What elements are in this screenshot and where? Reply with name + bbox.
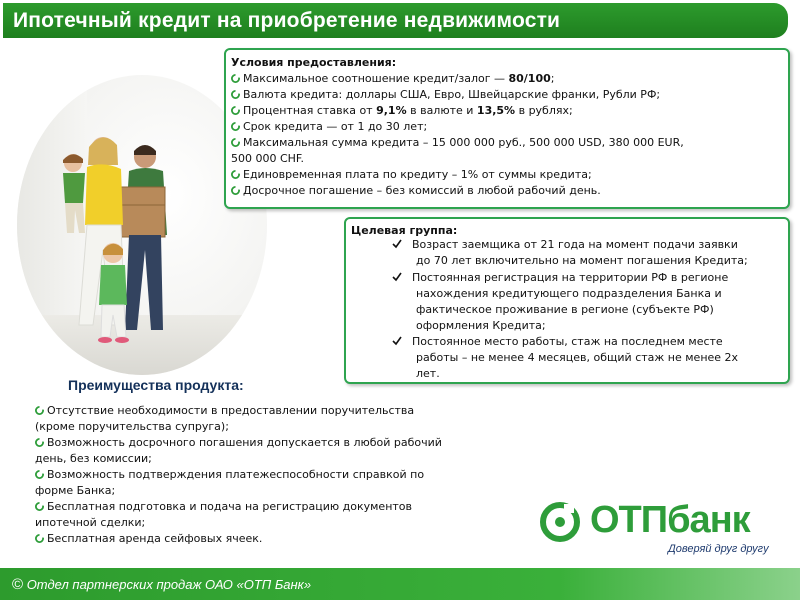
- footer-text: [12, 576, 311, 593]
- target-item: Постоянное место работы, стаж на последнем месте: [412, 335, 723, 348]
- checkmark-icon: [392, 272, 402, 282]
- conditions-heading: Условия предоставления:: [231, 56, 397, 69]
- advantage-item-continued: (кроме поручительства супруга);: [35, 420, 229, 433]
- advantage-item-continued: форме Банка;: [35, 484, 116, 497]
- checkmark-icon: [392, 336, 402, 346]
- advantage-item: Возможность досрочного погашения допускается в любой рабочий: [35, 436, 442, 450]
- bullet-icon: [35, 470, 44, 479]
- advantage-item: Отсутствие необходимости в предоставлении поручительства: [35, 404, 414, 418]
- advantage-item: Возможность подтверждения платежеспособности справкой по: [35, 468, 424, 482]
- target-item-continued: работы – не менее 4 месяцев, общий стаж не менее 2х: [416, 351, 739, 364]
- condition-item-continued: 500 000 CHF.: [231, 152, 304, 165]
- bullet-icon: [231, 122, 240, 131]
- condition-item: Срок кредита — от 1 до 30 лет;: [231, 120, 427, 134]
- condition-item: Процентная ставка от 9,1% в валюте и 13,5% в рублях;: [231, 104, 573, 118]
- bullet-icon: [35, 406, 44, 415]
- condition-item: Досрочное погашение – без комиссий в любой рабочий день.: [231, 184, 601, 198]
- target-item-continued: оформления Кредита;: [416, 319, 546, 332]
- condition-item: Максимальное соотношение кредит/залог — 80/100;: [231, 72, 555, 86]
- advantage-item-continued: ипотечной сделки;: [35, 516, 146, 529]
- page-title: Ипотечный кредит на приобретение недвижимости: [13, 9, 561, 32]
- checkmark-icon: [392, 239, 402, 249]
- target-item-continued: фактическое проживание в регионе (субъекте РФ): [416, 303, 714, 316]
- bullet-icon: [231, 186, 240, 195]
- footer-bar: [0, 568, 800, 600]
- bullet-icon: [35, 502, 44, 511]
- bullet-icon: [231, 170, 240, 179]
- target-item-continued: лет.: [416, 367, 440, 380]
- bullet-icon: [35, 438, 44, 447]
- bullet-icon: [231, 138, 240, 147]
- target-item-continued: до 70 лет включительно на момент погашения Кредита;: [416, 254, 748, 267]
- title-bar: [3, 3, 788, 38]
- otp-logo-text: ОТПбанк: [590, 499, 750, 541]
- condition-item: Максимальная сумма кредита – 15 000 000 руб., 500 000 USD, 380 000 EUR,: [231, 136, 684, 150]
- advantage-item: Бесплатная подготовка и подача на регистрацию документов: [35, 500, 412, 514]
- condition-item: Валюта кредита: доллары США, Евро, Швейцарские франки, Рубли РФ;: [231, 88, 660, 102]
- copyright-symbol: ©: [12, 576, 24, 593]
- bullet-icon: [231, 74, 240, 83]
- bullet-icon: [35, 534, 44, 543]
- target-group-box: [344, 217, 790, 384]
- advantage-item-continued: день, без комиссии;: [35, 452, 152, 465]
- logo-tagline: Доверяй друг другу: [668, 543, 769, 555]
- target-item-continued: нахождения кредитующего подразделения Банка и: [416, 287, 722, 300]
- conditions-box: [224, 48, 790, 209]
- advantage-item: Бесплатная аренда сейфовых ячеек.: [35, 532, 262, 546]
- target-heading: Целевая группа:: [351, 224, 458, 237]
- target-item: Возраст заемщика от 21 года на момент подачи заявки: [412, 238, 738, 251]
- footer-department: Отдел партнерских продаж ОАО «ОТП Банк»: [26, 577, 312, 592]
- otp-logo-icon: [540, 502, 580, 542]
- advantages-heading: Преимущества продукта:: [68, 377, 244, 393]
- bullet-icon: [231, 90, 240, 99]
- condition-item: Единовременная плата по кредиту – 1% от суммы кредита;: [231, 168, 592, 182]
- target-item: Постоянная регистрация на территории РФ в регионе: [412, 271, 729, 284]
- bullet-icon: [231, 106, 240, 115]
